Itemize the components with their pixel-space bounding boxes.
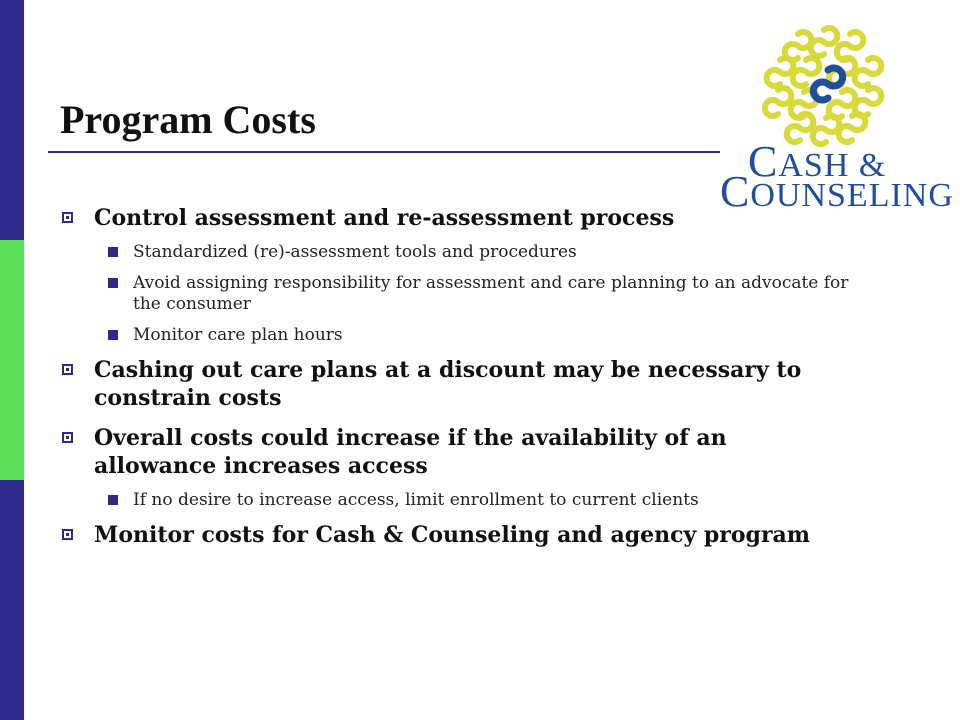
slide-title: Program Costs	[60, 97, 316, 142]
filled-square-bullet-icon	[108, 247, 118, 257]
filled-square-bullet-icon	[108, 495, 118, 505]
square-bullet-icon	[62, 364, 73, 375]
left-accent-bar-top	[0, 0, 24, 240]
square-bullet-icon	[62, 212, 73, 223]
left-accent-bar-bottom	[0, 480, 24, 720]
logo-text-cash: CASH &	[748, 137, 887, 186]
square-bullet-icon	[62, 529, 73, 540]
list-item: Control assessment and re-assessment process	[60, 204, 850, 232]
title-underline	[48, 151, 720, 153]
sub-list-item: Monitor care plan hours	[60, 325, 850, 346]
sub-list	[60, 490, 850, 511]
list-item: Cashing out care plans at a discount may be necessary to constrain costs	[60, 356, 850, 412]
list-item: Overall costs could increase if the availability of an allowance increases access	[60, 424, 850, 480]
sub-list-item: If no desire to increase access, limit enrollment to current clients	[60, 490, 850, 511]
sub-list-item: Avoid assigning responsibility for assessment and care planning to an advocate for the consumer	[60, 273, 850, 315]
sub-list	[60, 242, 850, 346]
bullet-list	[60, 204, 850, 561]
sub-list-item: Standardized (re)-assessment tools and procedures	[60, 242, 850, 263]
square-bullet-icon	[62, 432, 73, 443]
filled-square-bullet-icon	[108, 330, 118, 340]
left-accent-bar-middle	[0, 240, 24, 480]
logo-text-counseling: COUNSELING	[720, 167, 954, 216]
list-item: Monitor costs for Cash & Counseling and agency program	[60, 521, 850, 549]
filled-square-bullet-icon	[108, 278, 118, 288]
